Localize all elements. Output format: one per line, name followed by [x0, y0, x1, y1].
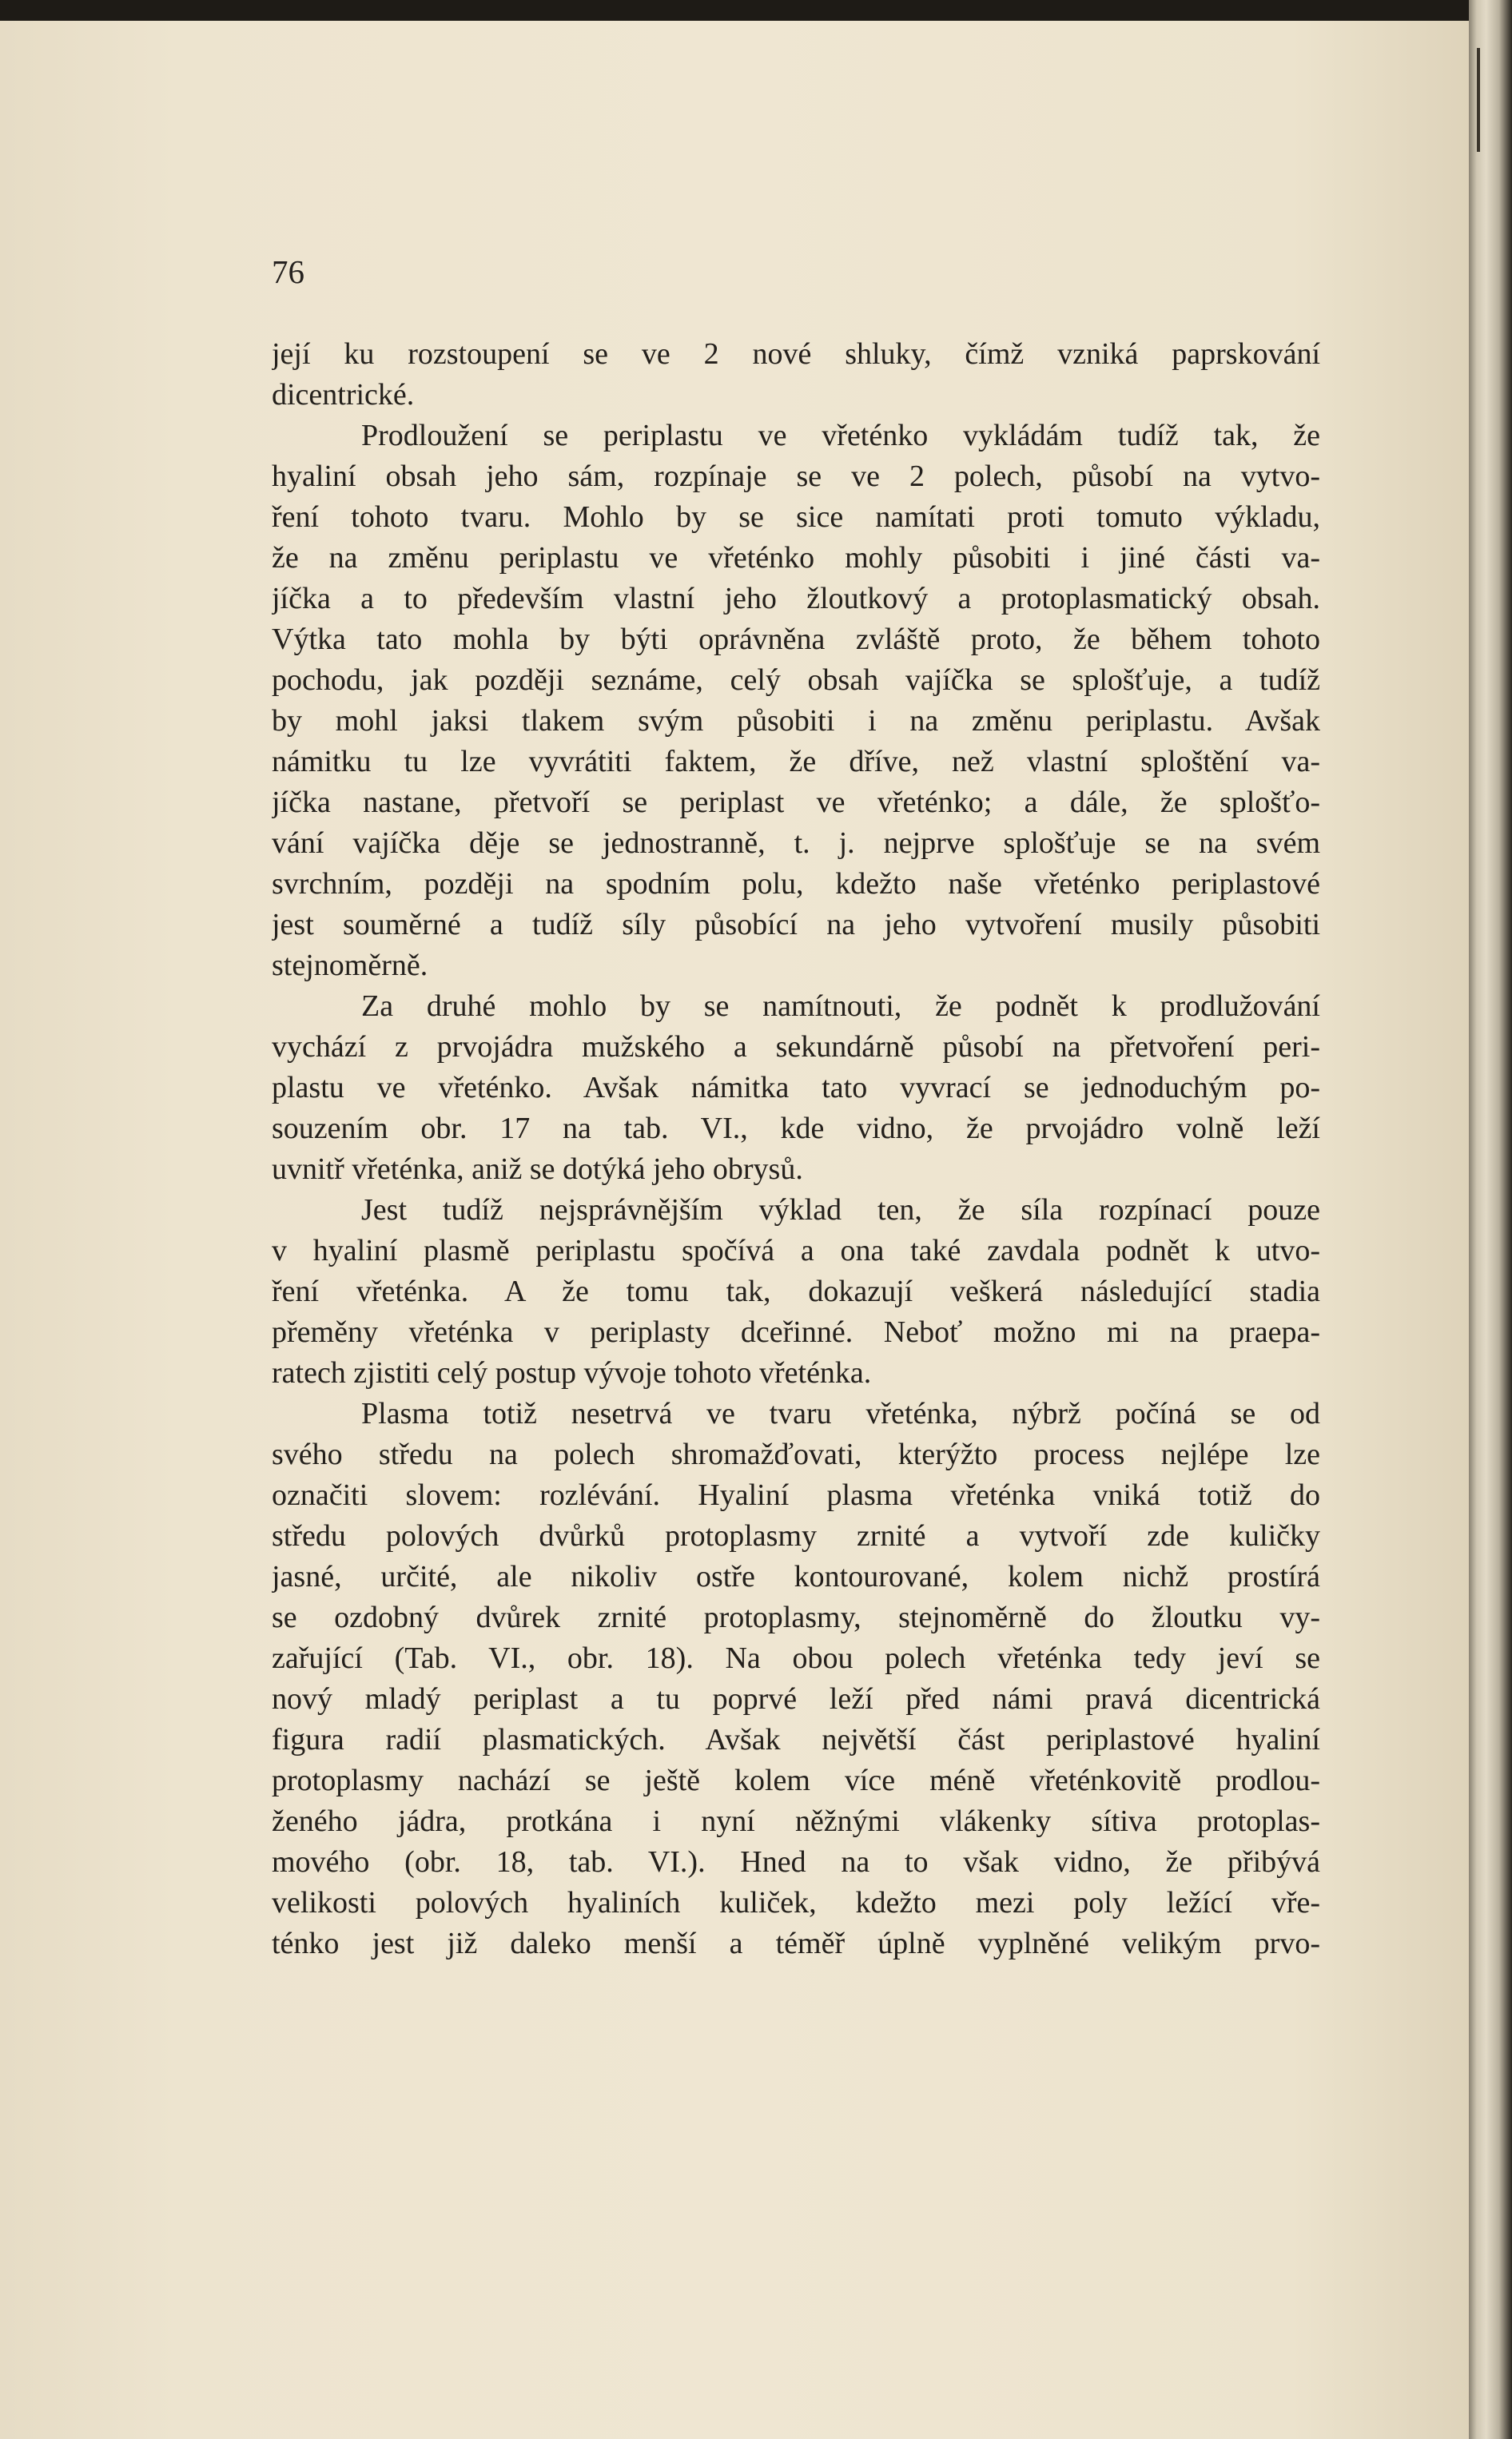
text-line: ření tohoto tvaru. Mohlo by se sice namítati proti tomuto výkladu, — [272, 500, 1320, 534]
text-line: jasné, určité, ale nikoliv ostře kontourované, kolem nichž prostírá — [272, 1560, 1320, 1594]
book-binding-edge — [1469, 0, 1512, 2439]
text-line: označiti slovem: rozlévání. Hyaliní plasma vřeténka vniká totiž do — [272, 1478, 1320, 1512]
text-line: Jest tudíž nejsprávnějším výklad ten, že síla rozpínací pouze — [361, 1193, 1320, 1227]
text-line: figura radií plasmatických. Avšak největší část periplastové hyaliní — [272, 1723, 1320, 1757]
text-line: souzením obr. 17 na tab. VI., kde vidno, že prvojádro volně leží — [272, 1112, 1320, 1145]
text-line: Prodloužení se periplastu ve vřeténko vykládám tudíž tak, že — [361, 419, 1320, 452]
text-line: protoplasmy nachází se ještě kolem více méně vřeténkovitě prodlou- — [272, 1764, 1320, 1797]
text-line: vání vajíčka děje se jednostranně, t. j. nejprve splošťuje se na svém — [272, 826, 1320, 860]
text-line: jest souměrné a tudíž síly působící na jeho vytvoření musily působiti — [272, 908, 1320, 941]
text-line: přeměny vřeténka v periplasty dceřinné. Neboť možno mi na praepa- — [272, 1315, 1320, 1349]
text-line: jíčka a to především vlastní jeho žloutkový a protoplasmatický obsah. — [272, 582, 1320, 615]
text-line: Výtka tato mohla by býti oprávněna zvláště proto, že během tohoto — [272, 623, 1320, 656]
text-line: se ozdobný dvůrek zrnité protoplasmy, stejnoměrně do žloutku vy- — [272, 1601, 1320, 1634]
binding-shadow — [1477, 48, 1480, 152]
text-line: ténko jest již daleko menší a téměř úplně vyplněné velikým prvo- — [272, 1927, 1320, 1960]
text-line: Plasma totiž nesetrvá ve tvaru vřeténka, nýbrž počíná se od — [361, 1397, 1320, 1430]
text-line: stejnoměrně. — [272, 949, 428, 982]
text-line: velikosti polových hyaliních kuliček, kdežto mezi poly ležící vře- — [272, 1886, 1320, 1920]
text-line: hyaliní obsah jeho sám, rozpínaje se ve 2 polech, působí na vytvo- — [272, 460, 1320, 493]
text-line: nový mladý periplast a tu poprvé leží před námi pravá dicentrická — [272, 1682, 1320, 1716]
text-line: že na změnu periplastu ve vřeténko mohly působiti i jiné části va- — [272, 541, 1320, 575]
text-line: uvnitř vřeténka, aniž se dotýká jeho obrysů. — [272, 1152, 803, 1186]
text-line: ření vřeténka. A že tomu tak, dokazují veškerá následující stadia — [272, 1275, 1320, 1308]
text-line: středu polových dvůrků protoplasmy zrnité a vytvoří zde kuličky — [272, 1519, 1320, 1553]
body-text — [272, 334, 1320, 1964]
text-line: mového (obr. 18, tab. VI.). Hned na to však vidno, že přibývá — [272, 1845, 1320, 1879]
text-line: námitku tu lze vyvrátiti faktem, že dříve, než vlastní sploštění va- — [272, 745, 1320, 778]
page-number: 76 — [272, 253, 304, 290]
text-line: ratech zjistiti celý postup vývoje tohoto vřeténka. — [272, 1356, 872, 1390]
text-line: svrchním, později na spodním polu, kdežto naše vřeténko periplastové — [272, 867, 1320, 901]
text-line: její ku rozstoupení se ve 2 nové shluky, čímž vzniká paprskování — [272, 337, 1320, 371]
text-line: v hyaliní plasmě periplastu spočívá a ona také zavdala podnět k utvo- — [272, 1234, 1320, 1267]
text-line: zařující (Tab. VI., obr. 18). Na obou polech vřeténka tedy jeví se — [272, 1641, 1320, 1675]
text-line: plastu ve vřeténko. Avšak námitka tato vyvrací se jednoduchým po- — [272, 1071, 1320, 1104]
text-line: pochodu, jak později seznáme, celý obsah vajíčka se splošťuje, a tudíž — [272, 663, 1320, 697]
text-line: Za druhé mohlo by se namítnouti, že podnět k prodlužování — [361, 989, 1320, 1023]
text-line: by mohl jaksi tlakem svým působiti i na změnu periplastu. Avšak — [272, 704, 1320, 738]
text-line: vychází z prvojádra mužského a sekundárně působí na přetvoření peri- — [272, 1030, 1320, 1064]
text-line: svého středu na polech shromažďovati, kterýžto process nejlépe lze — [272, 1438, 1320, 1471]
text-line: dicentrické. — [272, 378, 415, 412]
text-line: ženého jádra, protkána i nyní něžnými vlákenky sítiva protoplas- — [272, 1804, 1320, 1838]
text-line: jíčka nastane, přetvoří se periplast ve vřeténko; a dále, že splošťo- — [272, 786, 1320, 819]
